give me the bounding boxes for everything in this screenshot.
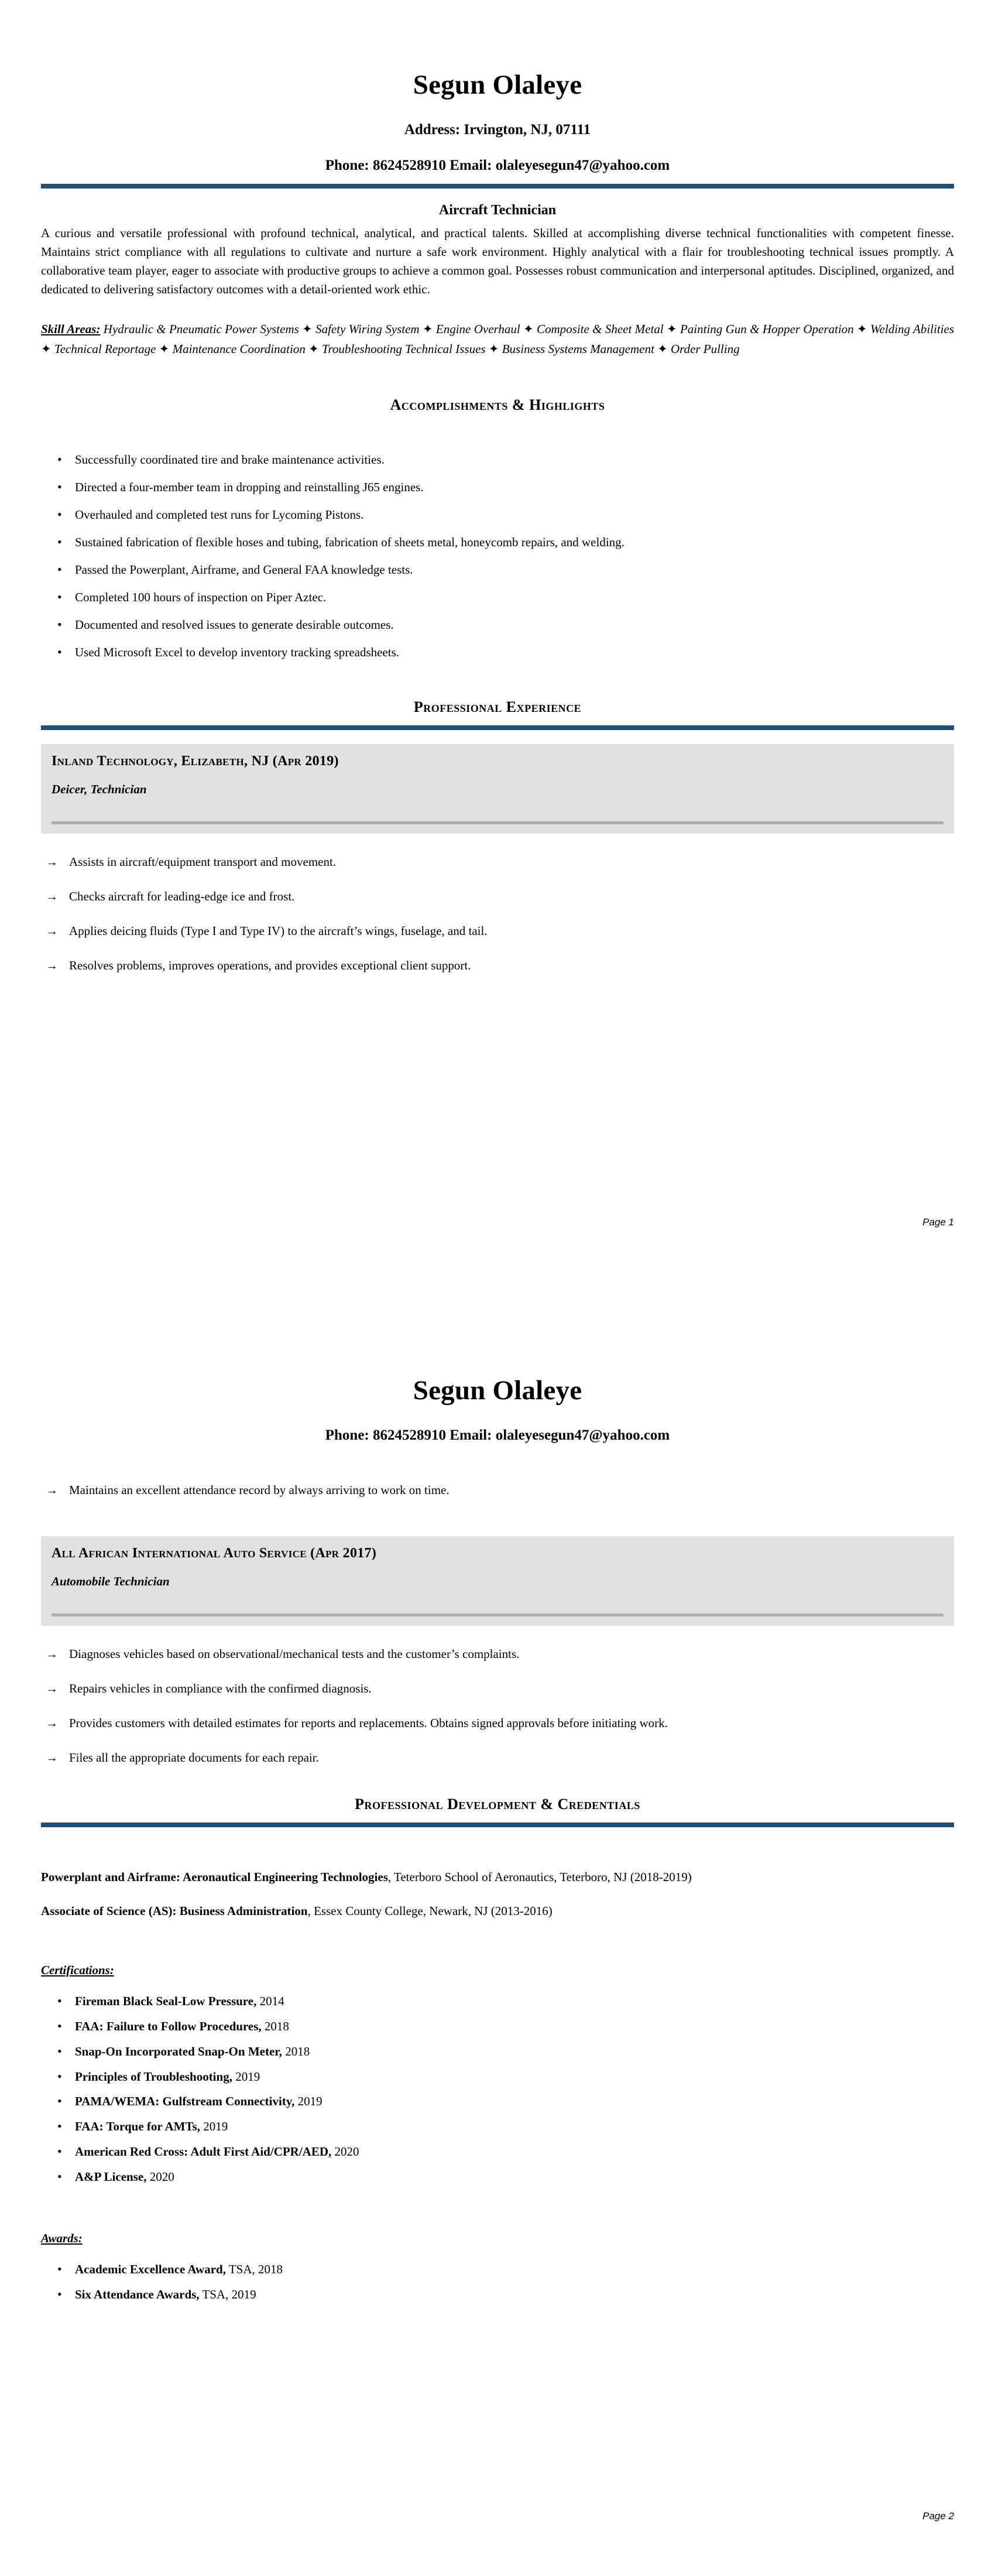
section-heading-accomplishments: Accomplishments & Highlights (390, 396, 605, 413)
accomplishment-item: • Overhauled and completed test runs for Lycoming Pistons. (41, 506, 954, 523)
certification-item (41, 2043, 954, 2060)
accomplishment-item: • Sustained fabrication of flexible hoses and tubing, fabrication of sheets metal, honeycomb repairs, and welding. (41, 534, 954, 551)
education-entry (41, 1902, 954, 1921)
section-heading-credentials: Professional Development & Credentials (355, 1795, 640, 1813)
certification-item-year: 2018 (261, 2019, 289, 2033)
award-item (41, 2261, 954, 2278)
certification-item (41, 2118, 954, 2135)
accomplishment-item: • Used Microsoft Excel to develop inventory tracking spreadsheets. (41, 644, 954, 661)
experience-role-2: Automobile Technician (52, 1574, 170, 1588)
skill-separator-icon: ✦ (159, 341, 170, 356)
experience-duties-list-1 (41, 854, 954, 974)
skill-item: Troubleshooting Technical Issues (318, 341, 489, 356)
skill-item: Painting Gun & Hopper Operation (677, 321, 857, 336)
certification-item (41, 2093, 954, 2110)
contact-line-page2: Phone: 8624528910 Email: olaleyesegun47@yahoo.com (325, 1427, 670, 1443)
certification-item-year: 2019 (200, 2119, 228, 2134)
certification-item-name: Fireman Black Seal-Low Pressure, (75, 1993, 257, 2008)
certification-item-name: Snap-On Incorporated Snap-On Meter, (75, 2044, 282, 2058)
certifications-label: Certifications: (41, 1962, 114, 1977)
accomplishment-item: • Passed the Powerplant, Airframe, and General FAA knowledge tests. (41, 561, 954, 578)
experience-divider (41, 724, 954, 730)
certification-item-year: 2020 (146, 2170, 174, 2184)
experience-entry-2 (41, 1536, 954, 1616)
skill-separator-icon: ✦ (657, 341, 668, 356)
skill-item: Composite & Sheet Metal (533, 321, 667, 336)
experience-block-footer (41, 824, 954, 834)
duty-item: → Provides customers with detailed estimates for reports and replacements. Obtains signed approvals before initiating work. (41, 1715, 954, 1732)
accomplishment-item: • Directed a four-member team in dropping and reinstalling J65 engines. (41, 479, 954, 496)
accomplishment-item: • Documented and resolved issues to generate desirable outcomes. (41, 616, 954, 633)
credentials-divider (41, 1821, 954, 1827)
address-line: Address: Irvington, NJ, 07111 (404, 121, 591, 138)
skill-item: Maintenance Coordination (169, 341, 309, 356)
skill-separator-icon: ✦ (667, 321, 677, 336)
certifications-list (41, 1993, 954, 2186)
certification-item-name: PAMA/WEMA: Gulfstream Connectivity, (75, 2094, 295, 2109)
duty-item: → Files all the appropriate documents for each repair. (41, 1749, 954, 1766)
certification-item-year: 2014 (256, 1993, 284, 2008)
experience-company-2: All African International Auto Service (Apr 2017) (52, 1545, 377, 1561)
certification-item (41, 1993, 954, 2010)
experience-duties-list-2 (41, 1646, 954, 1766)
duty-item: → Maintains an excellent attendance record by always arriving to work on time. (41, 1482, 954, 1499)
skill-item: Business Systems Management (499, 341, 658, 356)
certification-item (41, 2143, 954, 2160)
certification-item-name: American Red Cross: Adult First Aid/CPR/AED, (75, 2145, 332, 2159)
experience-company: Inland Technology, Elizabeth, NJ (Apr 2019) (52, 753, 339, 769)
duty-item: → Applies deicing fluids (Type I and Type IV) to the aircraft’s wings, fuselage, and tail. (41, 923, 954, 940)
award-item (41, 2286, 954, 2303)
award-item-year: TSA, 2018 (225, 2262, 283, 2277)
accomplishments-list (41, 451, 954, 661)
contact-line: Phone: 8624528910 Email: olaleyesegun47@yahoo.com (325, 157, 670, 173)
award-item-name: Academic Excellence Award, (75, 2262, 226, 2277)
skill-separator-icon: ✦ (488, 341, 499, 356)
experience-role: Deicer, Technician (52, 782, 147, 796)
skill-areas (41, 319, 954, 359)
accomplishment-item: • Successfully coordinated tire and brake maintenance activities. (41, 451, 954, 468)
professional-summary: A curious and versatile professional with profound technical, analytical, and practical talents. Skilled at accomplishing diverse technical functionalities with competent finesse. Maintains strict compliance with all regulations to cultivate and nurture a safe work environment. Highly analytical with a flair for troubleshooting technical issues promptly. A collaborative team player, eager to associate with productive groups to achieve a common goal. Possesses robust communication and interpersonal aptitudes. Disciplined, organized, and dedicated to delivering satisfactory outcomes with a detail-oriented work ethic. (41, 226, 954, 296)
experience-duties-continued (41, 1482, 954, 1499)
candidate-name-page2: Segun Olaleye (413, 1375, 582, 1406)
section-heading-experience: Professional Experience (413, 698, 582, 715)
certification-item (41, 2068, 954, 2085)
education-detail: , Essex County College, Newark, NJ (2013-2016) (307, 1903, 553, 1918)
headline-title: Aircraft Technician (438, 203, 557, 218)
certification-item (41, 2018, 954, 2035)
education-detail: , Teterboro School of Aeronautics, Teterboro, NJ (2018-2019) (387, 1869, 692, 1884)
page-footer-2: Page 2 (922, 2510, 954, 2522)
page-footer-1: Page 1 (922, 1217, 954, 1228)
accomplishment-item: • Completed 100 hours of inspection on Piper Aztec. (41, 589, 954, 606)
skill-separator-icon: ✦ (308, 341, 319, 356)
skill-item: Technical Reportage (51, 341, 159, 356)
certification-item-year: 2019 (232, 2069, 260, 2084)
certification-item-name: A&P License, (75, 2170, 147, 2184)
duty-item: → Diagnoses vehicles based on observational/mechanical tests and the customer’s complaints. (41, 1646, 954, 1663)
education-entry (41, 1868, 954, 1887)
duty-item: → Repairs vehicles in compliance with the confirmed diagnosis. (41, 1680, 954, 1697)
skill-separator-icon: ✦ (857, 321, 867, 336)
certification-item-name: FAA: Failure to Follow Procedures, (75, 2019, 262, 2033)
education-program: Powerplant and Airframe: Aeronautical Engineering Technologies (41, 1869, 388, 1884)
award-item-year: TSA, 2019 (199, 2287, 256, 2302)
skill-areas-label: Skill Areas: (41, 321, 101, 336)
skill-separator-icon: ✦ (422, 321, 433, 336)
skill-item: Welding Abilities (867, 321, 954, 336)
duty-item: → Resolves problems, improves operations, and provides exceptional client support. (41, 957, 954, 974)
resume-page-2 (0, 1311, 995, 2576)
skill-item: Engine Overhaul (433, 321, 524, 336)
certification-item-year: 2020 (331, 2145, 359, 2159)
certification-item-year: 2019 (294, 2094, 322, 2109)
duty-item: → Assists in aircraft/equipment transport and movement. (41, 854, 954, 871)
experience-block-footer-2 (41, 1616, 954, 1626)
certification-item (41, 2169, 954, 2186)
certification-item-name: Principles of Troubleshooting, (75, 2069, 232, 2084)
education-program: Associate of Science (AS): Business Administration (41, 1903, 308, 1918)
skill-areas-list (41, 322, 954, 356)
award-item-name: Six Attendance Awards, (75, 2287, 200, 2302)
certification-item-year: 2018 (282, 2044, 310, 2058)
certification-item-name: FAA: Torque for AMTs, (75, 2119, 200, 2134)
candidate-name: Segun Olaleye (413, 70, 582, 100)
awards-label: Awards: (41, 2231, 83, 2246)
skill-item: Safety Wiring System (312, 321, 423, 336)
experience-entry-1 (41, 744, 954, 824)
awards-list (41, 2261, 954, 2303)
header-divider (41, 183, 954, 189)
skill-separator-icon: ✦ (523, 321, 534, 336)
education-list (41, 1868, 954, 1921)
duty-item: → Checks aircraft for leading-edge ice and frost. (41, 888, 954, 905)
skill-item: Hydraulic & Pneumatic Power Systems (103, 321, 303, 336)
skill-separator-icon: ✦ (41, 341, 52, 356)
skill-separator-icon: ✦ (302, 321, 313, 336)
skill-item: Order Pulling (667, 341, 740, 356)
